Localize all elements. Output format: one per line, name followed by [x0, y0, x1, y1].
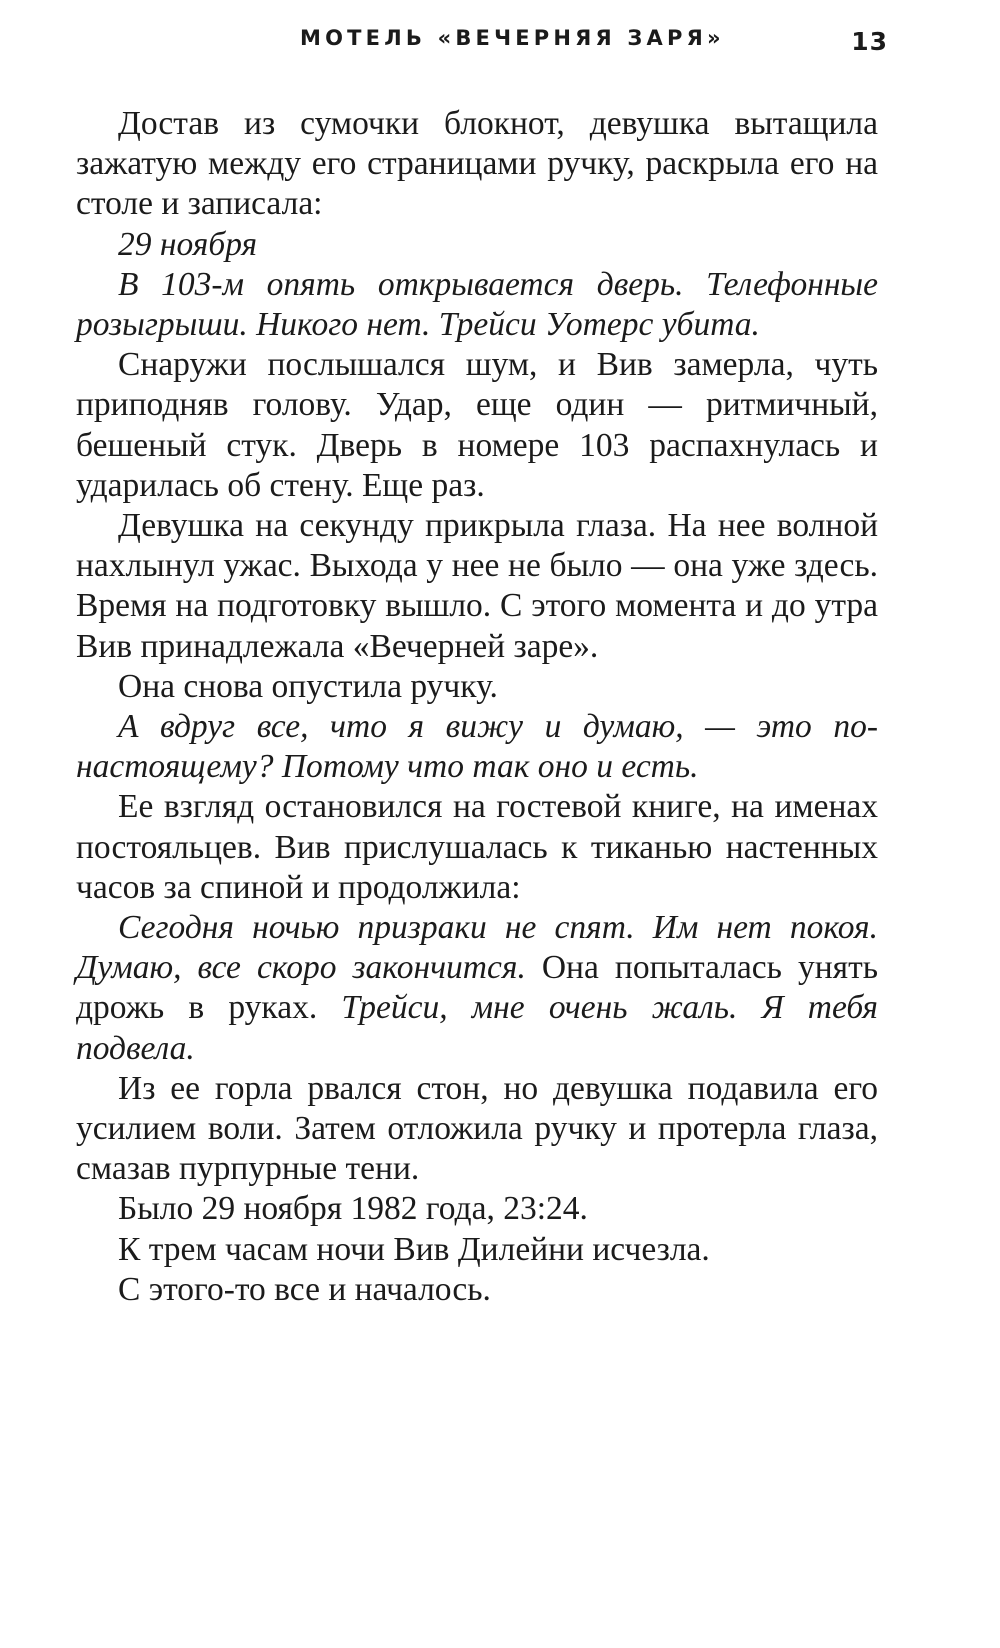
paragraph: Снаружи послышался шум, и Вив замерла, чуть приподняв голову. Удар, еще один — ритмичный, бешеный стук. Дверь в номере 103 распахнулась и ударилась об стену. Еще раз.	[76, 346, 878, 504]
narration-part: Она попыталась унять дрожь в руках.	[76, 949, 878, 1027]
diary-date: 29 ноября	[118, 225, 258, 263]
paragraph: Ее взгляд остановился на гостевой книге, на именах постояльцев. Вив прислушалась к тиканью настенных часов за спиной и продолжила:	[76, 788, 878, 906]
paragraph: Девушка на секунду прикрыла глаза. На нее волной нахлынул ужас. Выхода у нее не было — она уже здесь. Время на подготовку вышло. С этого момента и до утра Вив принадлежала «Вечерней заре».	[76, 507, 878, 665]
paragraph: Из ее горла рвался стон, но девушка подавила его усилием воли. Затем отложила ручку и протерла глаза, смазав пурпурные тени.	[76, 1069, 878, 1188]
diary-entry-part: Сегодня ночью призраки не спят. Им нет покоя. Думаю, все скоро закончится.	[76, 909, 878, 987]
body-text	[76, 104, 878, 1310]
paragraph: Она снова опустила ручку.	[118, 667, 498, 705]
inner-thought: А вдруг все, что я вижу и думаю, — это по-настоящему? Потому что так оно и есть.	[76, 708, 878, 786]
paragraph: Достав из сумочки блокнот, девушка вытащила зажатую между его страницами ручку, раскрыла его на столе и записала:	[76, 105, 878, 223]
diary-entry-mixed	[76, 908, 878, 1069]
paragraph: Было 29 ноября 1982 года, 23:24.	[118, 1190, 588, 1228]
diary-entry-part: Трейси, мне очень жаль. Я тебя подвела.	[76, 989, 878, 1067]
running-title: МОТЕЛЬ «ВЕЧЕРНЯЯ ЗАРЯ»	[300, 26, 725, 50]
diary-entry: В 103-м опять открывается дверь. Телефонные розыгрыши. Никого нет. Трейси Уотерс убита.	[76, 265, 878, 344]
paragraph: К трем часам ночи Вив Дилейни исчезла.	[118, 1230, 710, 1268]
page-number: 13	[851, 27, 888, 56]
paragraph: С этого-то все и началось.	[118, 1270, 491, 1308]
